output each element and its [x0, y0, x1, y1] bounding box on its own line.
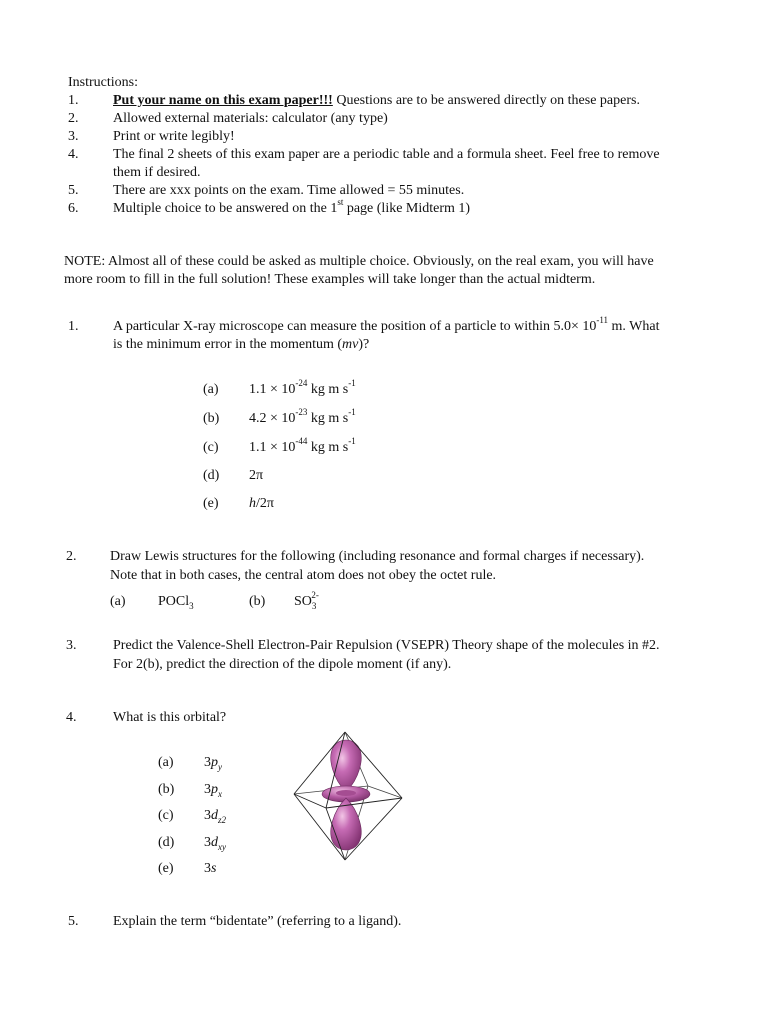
option-letter: (b): [158, 782, 175, 797]
unit: kg m s: [307, 411, 349, 426]
option-value: [204, 754, 222, 772]
question-text-continued: Note that in both cases, the central atom does not obey the octet rule.: [110, 568, 497, 583]
option-letter: (d): [158, 835, 175, 850]
instruction-rest: Questions are to be answered directly on these papers.: [332, 93, 640, 108]
subscript: z2: [218, 814, 227, 825]
text-part: m. What: [608, 319, 660, 334]
italic-term: d: [211, 808, 218, 823]
option-letter: (a): [203, 382, 219, 397]
option-value: [204, 834, 226, 852]
question-number: 4.: [66, 710, 77, 725]
option-value: [204, 807, 226, 825]
formula: [158, 593, 194, 611]
subscript: y: [218, 761, 222, 772]
question-text: [113, 315, 660, 336]
option-letter: (e): [203, 496, 219, 511]
text-part: A particular X-ray microscope can measure the position of a particle to within 5.0: [113, 319, 571, 334]
instruction-text: [113, 197, 471, 218]
text-part: /2π: [256, 496, 274, 511]
text-part: 3: [204, 782, 211, 797]
instruction-text: There are xxx points on the exam. Time allowed = 55 minutes.: [113, 183, 465, 198]
text-part: 3: [204, 835, 211, 850]
option-value: 2π: [249, 468, 264, 483]
times-symbol: ×: [570, 319, 579, 334]
note-line: more room to fill in the full solution! These examples will take longer than the actual midterm.: [64, 272, 596, 287]
text-part: Multiple choice to be answered on the 1: [113, 201, 338, 216]
instruction-text: [113, 92, 640, 110]
question-text-continued: For 2(b), predict the direction of the dipole moment (if any).: [113, 657, 452, 672]
question-text-continued: [113, 336, 369, 354]
formula: [294, 590, 319, 611]
subscript: x: [218, 788, 222, 799]
text-part: 1.1: [249, 382, 267, 397]
text-part: page (like Midterm 1): [343, 201, 471, 216]
text-part: 4.2: [249, 411, 267, 426]
question-number: 5.: [68, 914, 79, 929]
instruction-number: 4.: [68, 147, 79, 162]
option-letter: (c): [203, 440, 219, 455]
italic-term: h: [249, 496, 256, 511]
option-letter: (e): [158, 861, 174, 876]
instruction-emphasis: Put your name on this exam paper!!!: [113, 93, 333, 108]
italic-term: p: [211, 755, 218, 770]
torus-hole: [336, 790, 356, 796]
option-letter: (d): [203, 468, 220, 483]
text-part: 10: [281, 440, 296, 455]
text-part: )?: [358, 337, 370, 352]
question-number: 2.: [66, 549, 77, 564]
question-number: 1.: [68, 319, 79, 334]
option-letter: (c): [158, 808, 174, 823]
instruction-text: The final 2 sheets of this exam paper are a periodic table and a formula sheet. Feel free to remove: [113, 147, 660, 162]
instruction-number: 2.: [68, 111, 79, 126]
text-part: 10: [281, 411, 296, 426]
question-text: Draw Lewis structures for the following (including resonance and formal charges if necessary).: [110, 549, 645, 564]
question-text: Predict the Valence-Shell Electron-Pair Repulsion (VSEPR) Theory shape of the molecules in #2.: [113, 638, 660, 653]
option-value: [249, 378, 356, 399]
superscript: 2-: [311, 590, 319, 601]
exponent: -11: [596, 315, 609, 326]
instruction-number: 6.: [68, 201, 79, 216]
italic-term: mv: [342, 337, 359, 352]
part-letter: (b): [249, 594, 266, 609]
text-part: SO: [294, 594, 312, 609]
text-part: is the minimum error in the momentum (: [113, 337, 343, 352]
instructions-heading: Instructions:: [68, 75, 138, 90]
instruction-text: Allowed external materials: calculator (any type): [113, 111, 388, 126]
exponent: -1: [348, 407, 356, 418]
unit: kg m s: [307, 440, 349, 455]
superscript: st: [337, 197, 344, 208]
text-part: 10: [578, 319, 597, 334]
text-part: 3: [204, 861, 211, 876]
question-number: 3.: [66, 638, 77, 653]
subscript: 3: [311, 600, 317, 611]
instruction-text-continued: them if desired.: [113, 165, 201, 180]
unit: kg m s: [307, 382, 349, 397]
option-letter: (a): [158, 755, 174, 770]
exponent: -24: [295, 378, 308, 389]
exponent: -1: [348, 378, 356, 389]
times-symbol: ×: [270, 411, 278, 426]
option-value: [249, 407, 356, 428]
exponent: -44: [295, 436, 308, 447]
question-text: What is this orbital?: [113, 710, 227, 725]
dz2-orbital-figure: [290, 728, 406, 864]
exponent: -23: [295, 407, 308, 418]
part-letter: (a): [110, 594, 126, 609]
option-value: [249, 495, 274, 513]
text-part: POCl: [158, 594, 190, 609]
text-part: 1.1: [249, 440, 267, 455]
exponent: -1: [348, 436, 356, 447]
note-line: NOTE: Almost all of these could be asked as multiple choice. Obviously, on the real exam, you will have: [64, 254, 654, 269]
subscript: 3: [189, 600, 194, 611]
text-part: 3: [204, 755, 211, 770]
italic-term: p: [211, 782, 218, 797]
text-part: 3: [204, 808, 211, 823]
subscript: xy: [218, 841, 226, 852]
instruction-number: 5.: [68, 183, 79, 198]
instruction-text: Print or write legibly!: [113, 129, 235, 144]
times-symbol: ×: [270, 382, 278, 397]
text-part: 10: [281, 382, 296, 397]
option-value: [204, 860, 216, 878]
times-symbol: ×: [270, 440, 278, 455]
italic-term: s: [211, 861, 217, 876]
italic-term: d: [211, 835, 218, 850]
upper-lobe: [331, 740, 361, 792]
instruction-number: 1.: [68, 93, 79, 108]
instruction-number: 3.: [68, 129, 79, 144]
option-value: [249, 436, 356, 457]
option-letter: (b): [203, 411, 220, 426]
option-value: [204, 781, 222, 799]
question-text: Explain the term “bidentate” (referring to a ligand).: [113, 914, 402, 929]
